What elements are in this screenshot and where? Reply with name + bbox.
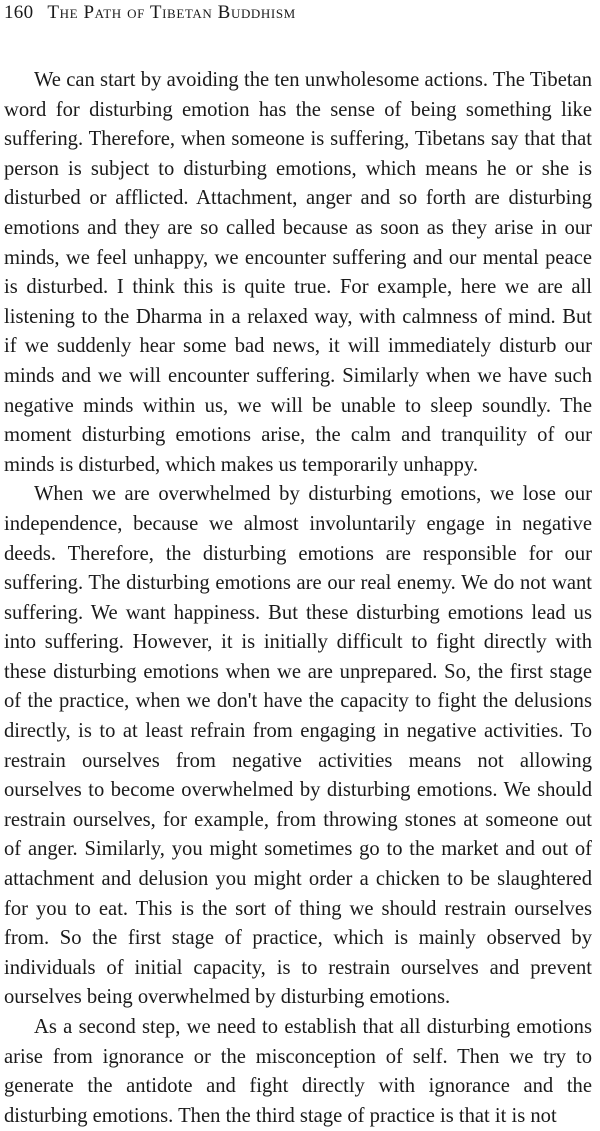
running-title: The Path of Tibetan Buddhism: [47, 2, 296, 23]
paragraph: As a second step, we need to establish that all disturbing emotions arise from ignorance or the misconception of self. Then we try to generate the antidote and fight directly with ignorance and the disturbing emotions. Then the third stage of practice is that it is not: [4, 1016, 592, 1127]
page-number: 160: [4, 2, 34, 23]
page-header: [4, 2, 590, 30]
paragraph: When we are overwhelmed by disturbing emotions, we lose our independence, because we almost involuntarily engage in negative deeds. Therefore, the disturbing emotions are responsible for our suffering. The disturbing emotions are our real enemy. We do not want suffering. We want happiness. But these disturbing emotions lead us into suffering. However, it is initially difficult to fight directly with these disturbing emotions when we are unprepared. So, the first stage of the practice, when we don't have the capacity to fight the delusions directly, is to at least refrain from engaging in negative activities. To restrain ourselves from negative activities means not allowing ourselves to become overwhelmed by disturbing emotions. We should restrain ourselves, for example, from throwing stones at someone out of anger. Similarly, you might sometimes go to the market and out of attachment and delusion you might order a chicken to be slaughtered for you to eat. This is the sort of thing we should restrain ourselves from. So the first stage of practice, which is mainly observed by individuals of initial capacity, is to restrain ourselves and prevent ourselves being overwhelmed by disturbing emotions.: [4, 483, 592, 1009]
body-text: [4, 66, 592, 1131]
paragraph: We can start by avoiding the ten unwholesome actions. The Tibetan word for disturbing emotion has the sense of being something like suffering. Therefore, when someone is suffering, Tibetans say that that person is subject to disturbing emotions, which means he or she is disturbed or afflicted. Attachment, anger and so forth are disturbing emotions and they are so called because as soon as they arise in our minds, we feel unhappy, we encounter suffering and our mental peace is disturbed. I think this is quite true. For example, here we are all listening to the Dharma in a relaxed way, with calmness of mind. But if we suddenly hear some bad news, it will immediately disturb our minds and we will encounter suffering. Similarly when we have such negative minds within us, we will be unable to sleep soundly. The moment disturbing emotions arise, the calm and tranquility of our minds is disturbed, which makes us temporarily unhappy.: [4, 69, 592, 476]
